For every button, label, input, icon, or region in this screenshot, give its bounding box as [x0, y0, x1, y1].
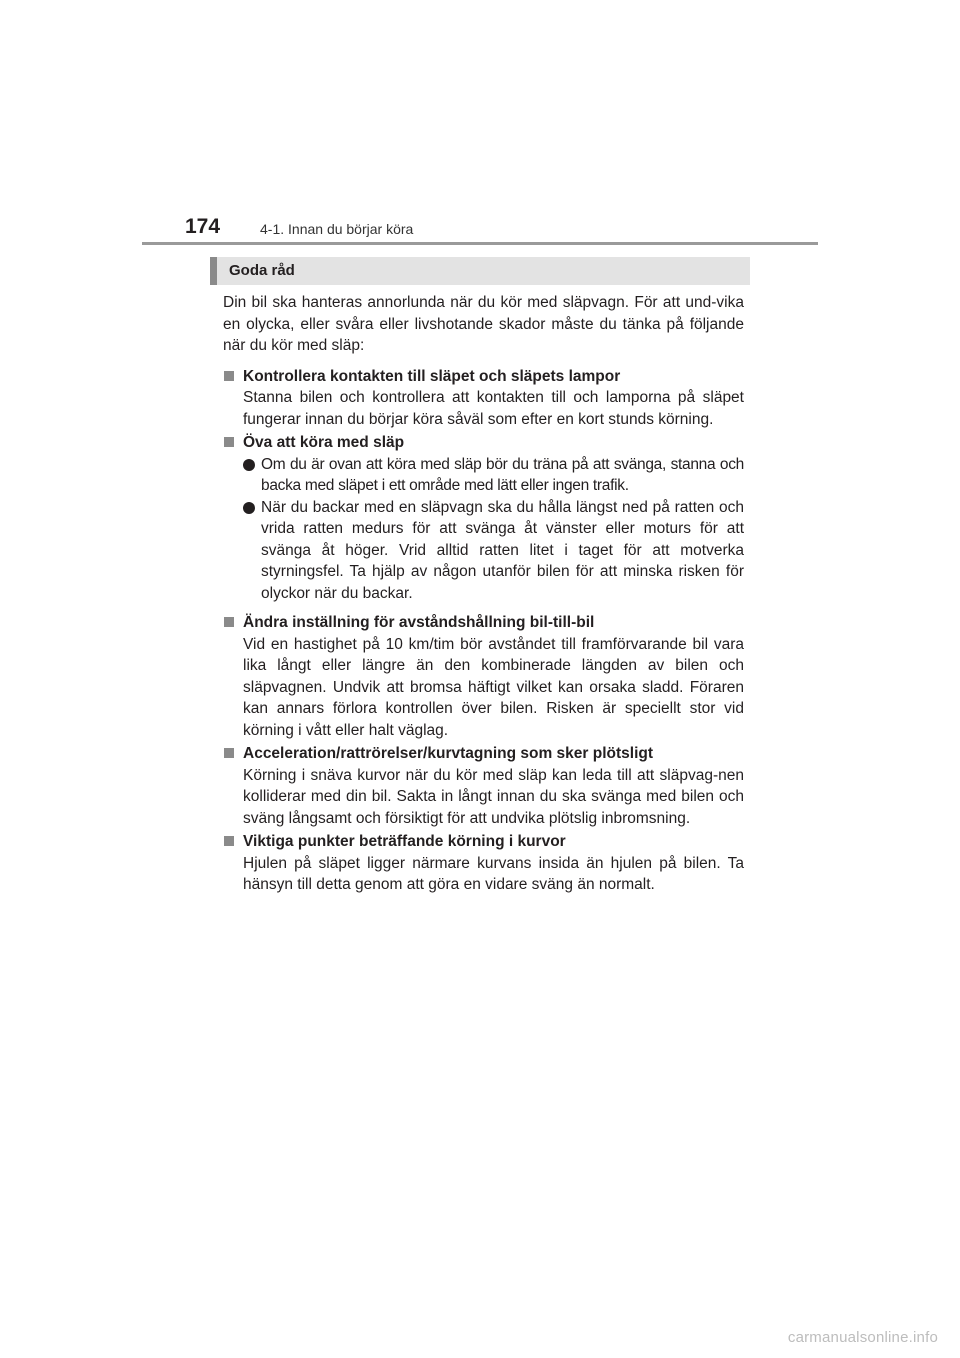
section-heading-text: Ändra inställning för avståndshållning bil-till-bil	[243, 614, 595, 631]
section-heading	[223, 366, 744, 388]
section-body: Stanna bilen och kontrollera att kontakten till och lamporna på släpet fungerar innan du börjar köra såväl som efter en kort stunds körning.	[243, 389, 744, 428]
section-heading	[223, 432, 744, 454]
intro-paragraph: Din bil ska hanteras annorlunda när du kör med släpvagn. För att und-vika en olycka, eller svåra eller livshotande skador måste du tänka på följande när du kör med släp:	[223, 294, 744, 354]
square-bullet-icon	[224, 437, 234, 447]
section-heading	[223, 831, 744, 853]
bullet-text: När du backar med en släpvagn ska du hålla längst ned på ratten och vrida ratten medurs för att svänga åt vänster eller moturs för att svänga åt höger. Vrid alltid ratten litet i taget för att motverka styrningsfel. Ta hjälp av någon utanför bilen för att minska risken för olyckor när du backar.	[261, 498, 744, 602]
square-bullet-icon	[224, 836, 234, 846]
bullet-item	[223, 497, 744, 605]
section-heading-text: Viktiga punkter beträffande körning i kurvor	[243, 833, 566, 850]
header-rule	[142, 242, 818, 245]
content	[223, 292, 744, 898]
section-body: Körning i snäva kurvor när du kör med släp kan leda till att släpvag-nen kolliderar med din bil. Sakta in långt innan du ska svänga med bilen och sväng långsamt och försiktigt för att undvika plötslig inbromsning.	[243, 766, 744, 827]
caution-label: Goda råd	[229, 262, 295, 279]
section-heading-text: Acceleration/rattrörelser/kurvtagning som sker plötsligt	[243, 745, 654, 762]
section-heading	[223, 612, 744, 634]
bullet-text: Om du är ovan att köra med släp bör du träna på att svänga, stanna och backa med släpet i ett område med lätt eller ingen trafik.	[261, 455, 744, 494]
section-body: Vid en hastighet på 10 km/tim bör avståndet till framförvarande bil vara lika långt eller längre än den kombinerade längden av bilen och släpvagnen. Undvik att bromsa häftigt vilket kan orsaka sladd. Föraren kan annars förlora kontrollen över bilen. Risken är speciellt stor vid körning i vått eller halt väglag.	[243, 635, 744, 739]
square-bullet-icon	[224, 748, 234, 758]
section-heading-text: Öva att köra med släp	[243, 434, 405, 451]
section-heading-text: Kontrollera kontakten till släpet och släpets lampor	[243, 367, 621, 385]
section-2	[223, 432, 744, 604]
section-heading	[223, 743, 744, 765]
square-bullet-icon	[224, 371, 234, 381]
square-bullet-icon	[224, 617, 234, 627]
caution-bar	[210, 257, 750, 285]
round-bullet-icon	[243, 459, 255, 471]
section-4	[223, 743, 744, 829]
chapter-title: 4-1. Innan du börjar köra	[260, 221, 414, 237]
section-3	[223, 612, 744, 741]
section-1	[223, 366, 744, 431]
watermark: carmanualsonline.info	[787, 1329, 938, 1346]
section-5	[223, 831, 744, 896]
bullet-item	[223, 454, 744, 497]
round-bullet-icon	[243, 502, 255, 514]
section-body: Hjulen på släpet ligger närmare kurvans insida än hjulen på bilen. Ta hänsyn till detta genom att göra en vidare sväng än normalt.	[243, 854, 744, 893]
page-number: 174	[185, 215, 221, 238]
